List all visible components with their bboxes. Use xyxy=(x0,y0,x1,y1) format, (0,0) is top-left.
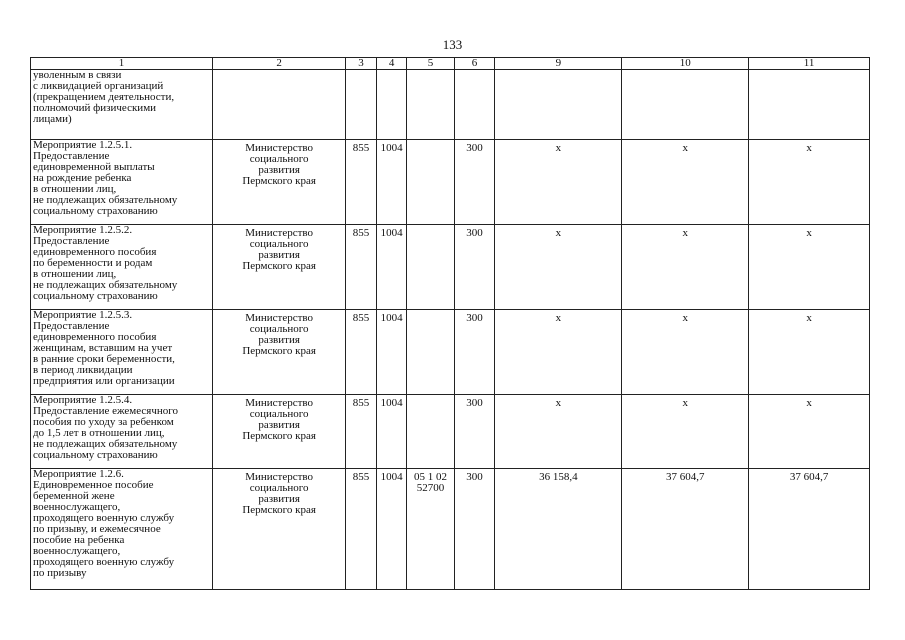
column-header: 6 xyxy=(454,58,495,70)
expense-type-cell: 300 xyxy=(454,140,495,225)
ministry-code-cell: 855 xyxy=(346,395,377,469)
section-code-cell: 1004 xyxy=(376,310,407,395)
table-row xyxy=(31,310,870,395)
target-article-cell xyxy=(407,310,454,395)
amount-cell-10: x xyxy=(622,225,749,310)
column-header: 5 xyxy=(407,58,454,70)
amount-cell-10: x xyxy=(622,310,749,395)
executor-cell: Министерство социального развития Пермского края xyxy=(213,395,346,469)
budget-table xyxy=(30,57,870,590)
ministry-code-cell: 855 xyxy=(346,310,377,395)
amount-cell-9: 36 158,4 xyxy=(495,469,622,590)
expense-type-cell: 300 xyxy=(454,310,495,395)
amount-cell-11: x xyxy=(749,140,870,225)
expense-type-cell: 300 xyxy=(454,395,495,469)
amount-cell-9: x xyxy=(495,395,622,469)
section-code-cell: 1004 xyxy=(376,395,407,469)
table-row xyxy=(31,140,870,225)
executor-cell: Министерство социального развития Пермского края xyxy=(213,225,346,310)
table-row xyxy=(31,469,870,590)
column-header-row xyxy=(31,58,870,70)
column-header: 10 xyxy=(622,58,749,70)
section-code-cell: 1004 xyxy=(376,225,407,310)
measure-name-cell: Мероприятие 1.2.6. Единовременное пособие беременной жене военнослужащего, проходящего военную службу по призыву, и ежемесячное пособие на ребенка военнослужащего, проходящего военную службу по призыву xyxy=(31,469,213,590)
table-row xyxy=(31,395,870,469)
expense-type-cell: 300 xyxy=(454,469,495,590)
amount-cell-10: 37 604,7 xyxy=(622,469,749,590)
measure-name-cell: Мероприятие 1.2.5.1. Предоставление единовременной выплаты на рождение ребенка в отношении лиц, не подлежащих обязательному социальному страхованию xyxy=(31,140,213,225)
measure-name-cell: Мероприятие 1.2.5.4. Предоставление ежемесячного пособия по уходу за ребенком до 1,5 лет в отношении лиц, не подлежащих обязательному социальному страхованию xyxy=(31,395,213,469)
amount-cell-11 xyxy=(749,70,870,140)
target-article-cell xyxy=(407,70,454,140)
column-header: 1 xyxy=(31,58,213,70)
amount-cell-10: x xyxy=(622,395,749,469)
column-header: 2 xyxy=(213,58,346,70)
executor-cell: Министерство социального развития Пермского края xyxy=(213,310,346,395)
target-article-cell xyxy=(407,225,454,310)
amount-cell-9: x xyxy=(495,225,622,310)
section-code-cell: 1004 xyxy=(376,140,407,225)
amount-cell-10 xyxy=(622,70,749,140)
column-header: 9 xyxy=(495,58,622,70)
ministry-code-cell: 855 xyxy=(346,225,377,310)
ministry-code-cell xyxy=(346,70,377,140)
amount-cell-9: x xyxy=(495,310,622,395)
amount-cell-9: x xyxy=(495,140,622,225)
executor-cell: Министерство социального развития Пермского края xyxy=(213,469,346,590)
column-header: 11 xyxy=(749,58,870,70)
column-header: 3 xyxy=(346,58,377,70)
expense-type-cell xyxy=(454,70,495,140)
amount-cell-11: x xyxy=(749,225,870,310)
column-header: 4 xyxy=(376,58,407,70)
ministry-code-cell: 855 xyxy=(346,469,377,590)
executor-cell xyxy=(213,70,346,140)
measure-name-cell: уволенным в связи с ликвидацией организаций (прекращением деятельности, полномочий физическими лицами) xyxy=(31,70,213,140)
amount-cell-10: x xyxy=(622,140,749,225)
target-article-cell xyxy=(407,395,454,469)
executor-cell: Министерство социального развития Пермского края xyxy=(213,140,346,225)
table-row xyxy=(31,225,870,310)
measure-name-cell: Мероприятие 1.2.5.2. Предоставление единовременного пособия по беременности и родам в отношении лиц, не подлежащих обязательному социальному страхованию xyxy=(31,225,213,310)
section-code-cell: 1004 xyxy=(376,469,407,590)
amount-cell-11: x xyxy=(749,395,870,469)
target-article-cell xyxy=(407,140,454,225)
amount-cell-11: 37 604,7 xyxy=(749,469,870,590)
table-row xyxy=(31,70,870,140)
page-number: 133 xyxy=(442,37,463,52)
section-code-cell xyxy=(376,70,407,140)
amount-cell-11: x xyxy=(749,310,870,395)
target-article-cell: 05 1 02 52700 xyxy=(407,469,454,590)
measure-name-cell: Мероприятие 1.2.5.3. Предоставление единовременного пособия женщинам, вставшим на учет в ранние сроки беременности, в период ликвидации предприятия или организации xyxy=(31,310,213,395)
ministry-code-cell: 855 xyxy=(346,140,377,225)
expense-type-cell: 300 xyxy=(454,225,495,310)
amount-cell-9 xyxy=(495,70,622,140)
